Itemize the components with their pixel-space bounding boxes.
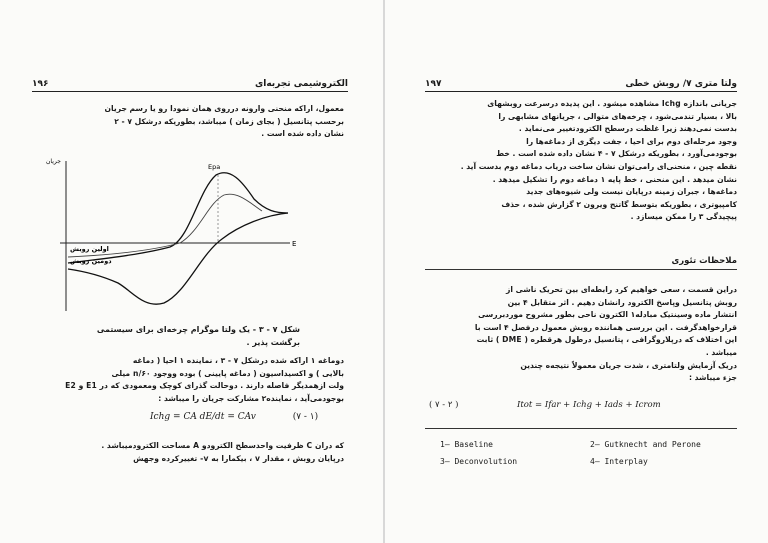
- text-line: وجود مرحله‌ای دوم برای احیا ، جفت دیگری از دماغه‌ها را: [526, 136, 737, 146]
- first-sweep-label: اولین روبش: [70, 245, 109, 253]
- right-page: [385, 0, 768, 543]
- text-line: انتشار ماده وسینتیک مبادله۱ الکترون ناحی بطور مشروح موردبررسی: [478, 310, 737, 320]
- footnote-number: 2–: [590, 440, 600, 449]
- text-line: نشان میدهد . این منحنی ، خط پایه ۱ دماغه دوم را تشکیل میدهد .: [492, 174, 737, 184]
- text-line: بدست نمی‌دهند زیرا غلظت درسطح الکترودتغییر می‌نماید .: [518, 124, 737, 134]
- equation-middle: CA dE/dt: [183, 412, 225, 422]
- equation-7-1: Ichg = CA dE/dt = CAv (۷ - ۱): [150, 412, 319, 422]
- text-line: بوجودمی‌آید ، نماینده۲ مشارکت جریان را میباشد :: [158, 393, 344, 403]
- right-page-number: ۱۹۷: [425, 79, 442, 89]
- left-page: [0, 0, 383, 543]
- text-line: درپایان روبش ، مقدار v ، بیکمارا به v- تغییرکرده وجهش: [133, 453, 344, 463]
- equation-number: (۷ - ۱): [292, 412, 319, 422]
- footnote-row: [440, 453, 730, 470]
- text-line: روبش پتانسیل وپاسخ الکترود رانشان دهیم . اثر متقابل ۴ بین: [507, 297, 737, 307]
- left-page-title: الکتروشیمی تجربه‌ای: [255, 79, 348, 89]
- left-third-paragraph: [44, 440, 344, 465]
- footnote-text: Interplay: [604, 457, 648, 466]
- text-line: دراین قسمت ، سعی خواهیم کرد رابطه‌ای بین تحریک ناشی از: [505, 285, 737, 294]
- footnotes: [440, 436, 730, 470]
- y-axis-label: جریان: [46, 158, 61, 165]
- footnote-text: Deconvolution: [454, 457, 518, 466]
- footnote-row: [440, 436, 730, 453]
- text-line: که دران C ظرفیت واحدسطح الکترودو A مساحت الکترودمیباشد .: [101, 441, 344, 450]
- footnote-item: [590, 453, 730, 470]
- footnote-item: [590, 436, 730, 453]
- text-line: دماغه‌ها ، جبران زمینه درپایان نیست ولی شیوه‌های جدید: [526, 187, 737, 197]
- text-line: قرارخواهدگرفت . این بررسی هماننده روبش معمول درفصل ۴ است با: [474, 322, 737, 332]
- right-page-title: ولتا متری ۷/ روبش خطی: [625, 79, 737, 89]
- peak-label: Epa: [208, 163, 221, 171]
- caption-line: برگشت پذیر .: [246, 338, 300, 347]
- footnote-text: Baseline: [454, 440, 493, 449]
- text-line: این اختلاف که درپلاروگرافی ، پتانسیل درطول هرقطره ( DME ) ثابت: [476, 335, 737, 345]
- right-second-paragraph: [425, 284, 737, 385]
- text-line: ولت ازهمدیگر فاصله دارند . دوحالت گذرای کوچک ومعمودی که در E1 و E2: [65, 381, 344, 391]
- text-line: بوجودمی‌آورد ، بطوریکه درشکل ۷ - ۴ نشان داده شده است . خط: [496, 149, 737, 159]
- cyclic-voltammogram-figure: [40, 151, 346, 323]
- text-line: جزء میباشد :: [688, 373, 737, 383]
- left-page-number: ۱۹۶: [32, 79, 49, 89]
- equation-expression: Itot = Ifar + Ichg + Iads + Icrom: [517, 400, 661, 410]
- footnote-number: 1–: [440, 440, 450, 449]
- text-line: دریک آزمایش ولتامتری ، شدت جریان معمولاً نتیجه‌ه چندین: [520, 360, 737, 370]
- figure-caption: [80, 323, 300, 349]
- text-line: نشان داده شده است .: [261, 129, 344, 139]
- text-line: معمول، اراکه منحنی وارونه درروی همان نمودا رو یا رسم جریان: [104, 104, 344, 113]
- footnote-text: Gutknecht and Perone: [604, 440, 701, 449]
- footnote-divider: [425, 428, 737, 429]
- right-page-header: [425, 75, 737, 92]
- footnote-number: 3–: [440, 457, 450, 466]
- footnote-number: 4–: [590, 457, 600, 466]
- equation-number: ( ۷ - ۲ ): [429, 400, 459, 410]
- text-line: دوماغه ۱ اراکه شده درشکل ۷ - ۳ ، نماینده ۱ احیا ( دماغه: [132, 356, 344, 365]
- text-line: میباشد .: [705, 347, 737, 357]
- x-axis-label: E: [292, 240, 297, 248]
- left-second-paragraph: [44, 355, 344, 405]
- text-line: پیچیدگی ۳ را ممکن میسازد .: [630, 212, 737, 222]
- left-page-header: [32, 75, 348, 92]
- text-line: بالایی ) و اکسیداسیون ( دماغه پایینی ) بوده ووجود ۶۰/n میلی: [111, 368, 344, 378]
- text-line: نقطه چین ، منحنی‌ای رامی‌توان نشان ساخت دریاب دماغه دوم بدست آید .: [460, 161, 737, 171]
- text-line: کامپیوتری ، بطوریکه بتوسط گاتنج ویرون ۲ گزارش شده ، حذف: [501, 199, 737, 209]
- footnote-item: [440, 453, 580, 470]
- equation-lhs: Ichg: [150, 412, 171, 422]
- right-first-paragraph: [425, 98, 737, 224]
- text-line: بالا ، بسیار تندمی‌شود ، چرخه‌های متوالی ، جریانهای مشابهی را: [498, 111, 737, 121]
- text-line: جریانی باندازه Ichg مشاهده میشود . این پدیده درسرعت روبشهای: [487, 99, 737, 108]
- caption-line: شکل ۷ - ۳ - یک ولتا موگرام چرخه‌ای برای سیستمی: [96, 325, 300, 334]
- section-heading: ملاحظات تئوری: [425, 256, 737, 270]
- equation-7-2: [425, 400, 737, 420]
- equation-rhs: CAv: [237, 412, 256, 422]
- footnote-item: [440, 436, 580, 453]
- text-line: برحسب پتانسیل ( بجای زمان ) میباشد، بطوریکه درشکل ۷ - ۲: [114, 116, 344, 126]
- left-intro-paragraph: [44, 103, 344, 141]
- second-sweep-label: دومین روبش: [70, 257, 112, 265]
